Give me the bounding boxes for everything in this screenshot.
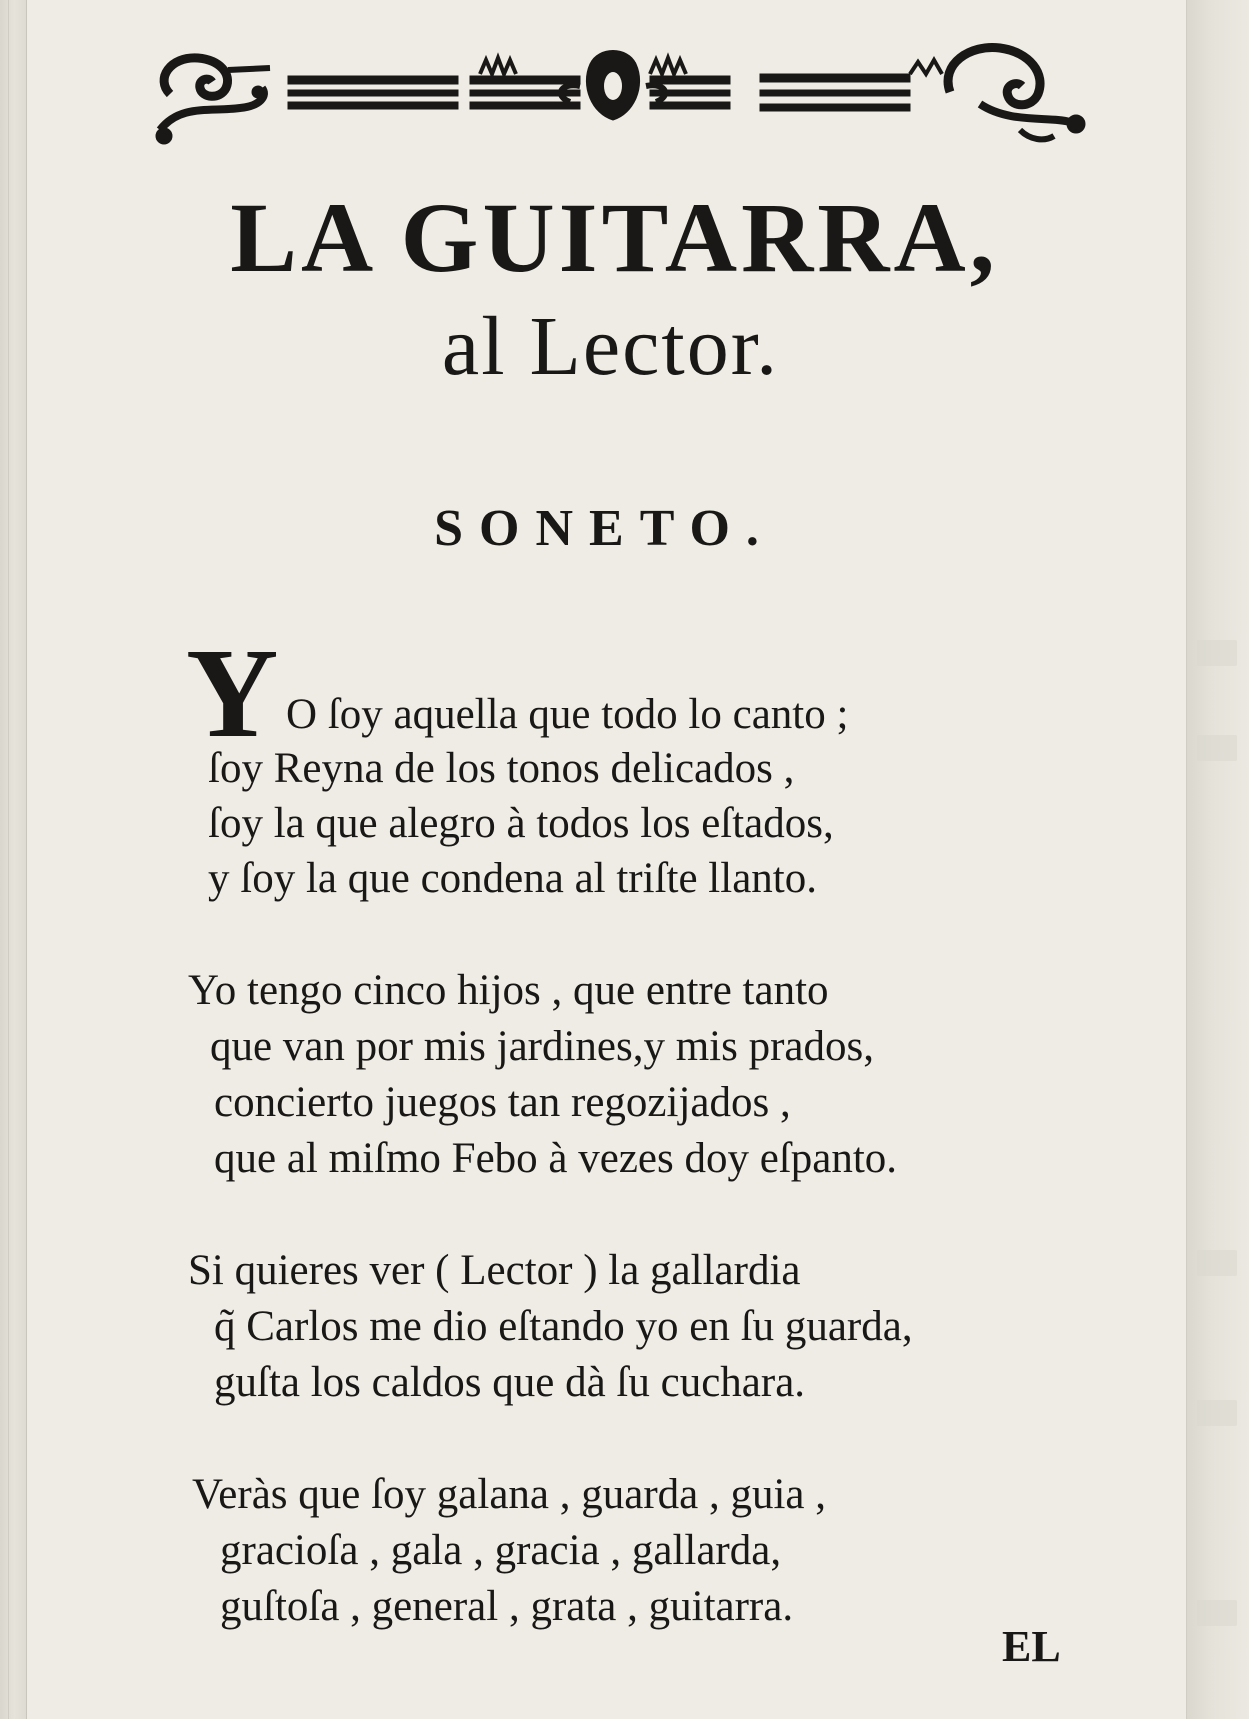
poem-line: que al miſmo Febo à vezes doy eſpanto.: [214, 1135, 898, 1182]
poem-line: O ſoy aquella que todo lo canto ;: [286, 691, 849, 738]
poem-line: guſta los caldos que dà ſu cuchara.: [214, 1359, 806, 1406]
poem-line: ſoy la que alegro à todos los eſtados,: [208, 800, 834, 847]
poem-heading: SONETO.: [434, 500, 775, 557]
poem-line: ſoy Reyna de los tonos delicados ,: [208, 745, 795, 792]
poem-line: y ſoy la que condena al triſte llanto.: [208, 855, 817, 902]
poem-line: Yo tengo cinco hijos , que entre tanto: [188, 967, 829, 1014]
poem-line: gracioſa , gala , gracia , gallarda,: [220, 1527, 782, 1574]
catchword: EL: [1002, 1622, 1061, 1671]
poem-line: concierto juegos tan regozijados ,: [214, 1079, 791, 1126]
poem-line: que van por mis jardines,y mis prados,: [210, 1023, 875, 1070]
poem-line: q̃ Carlos me dio eſtando yo en ſu guarda,: [214, 1303, 913, 1350]
poem-line: guſtoſa , general , grata , guitarra.: [220, 1583, 794, 1630]
poem-line: Si quieres ver ( Lector ) la gallardia: [188, 1247, 801, 1294]
page-subtitle: al Lector.: [441, 300, 780, 393]
page-title: LA GUITARRA,: [230, 182, 999, 293]
poem-line: Veràs que ſoy galana , guarda , guia ,: [192, 1471, 827, 1518]
drop-cap: Y: [186, 622, 279, 764]
